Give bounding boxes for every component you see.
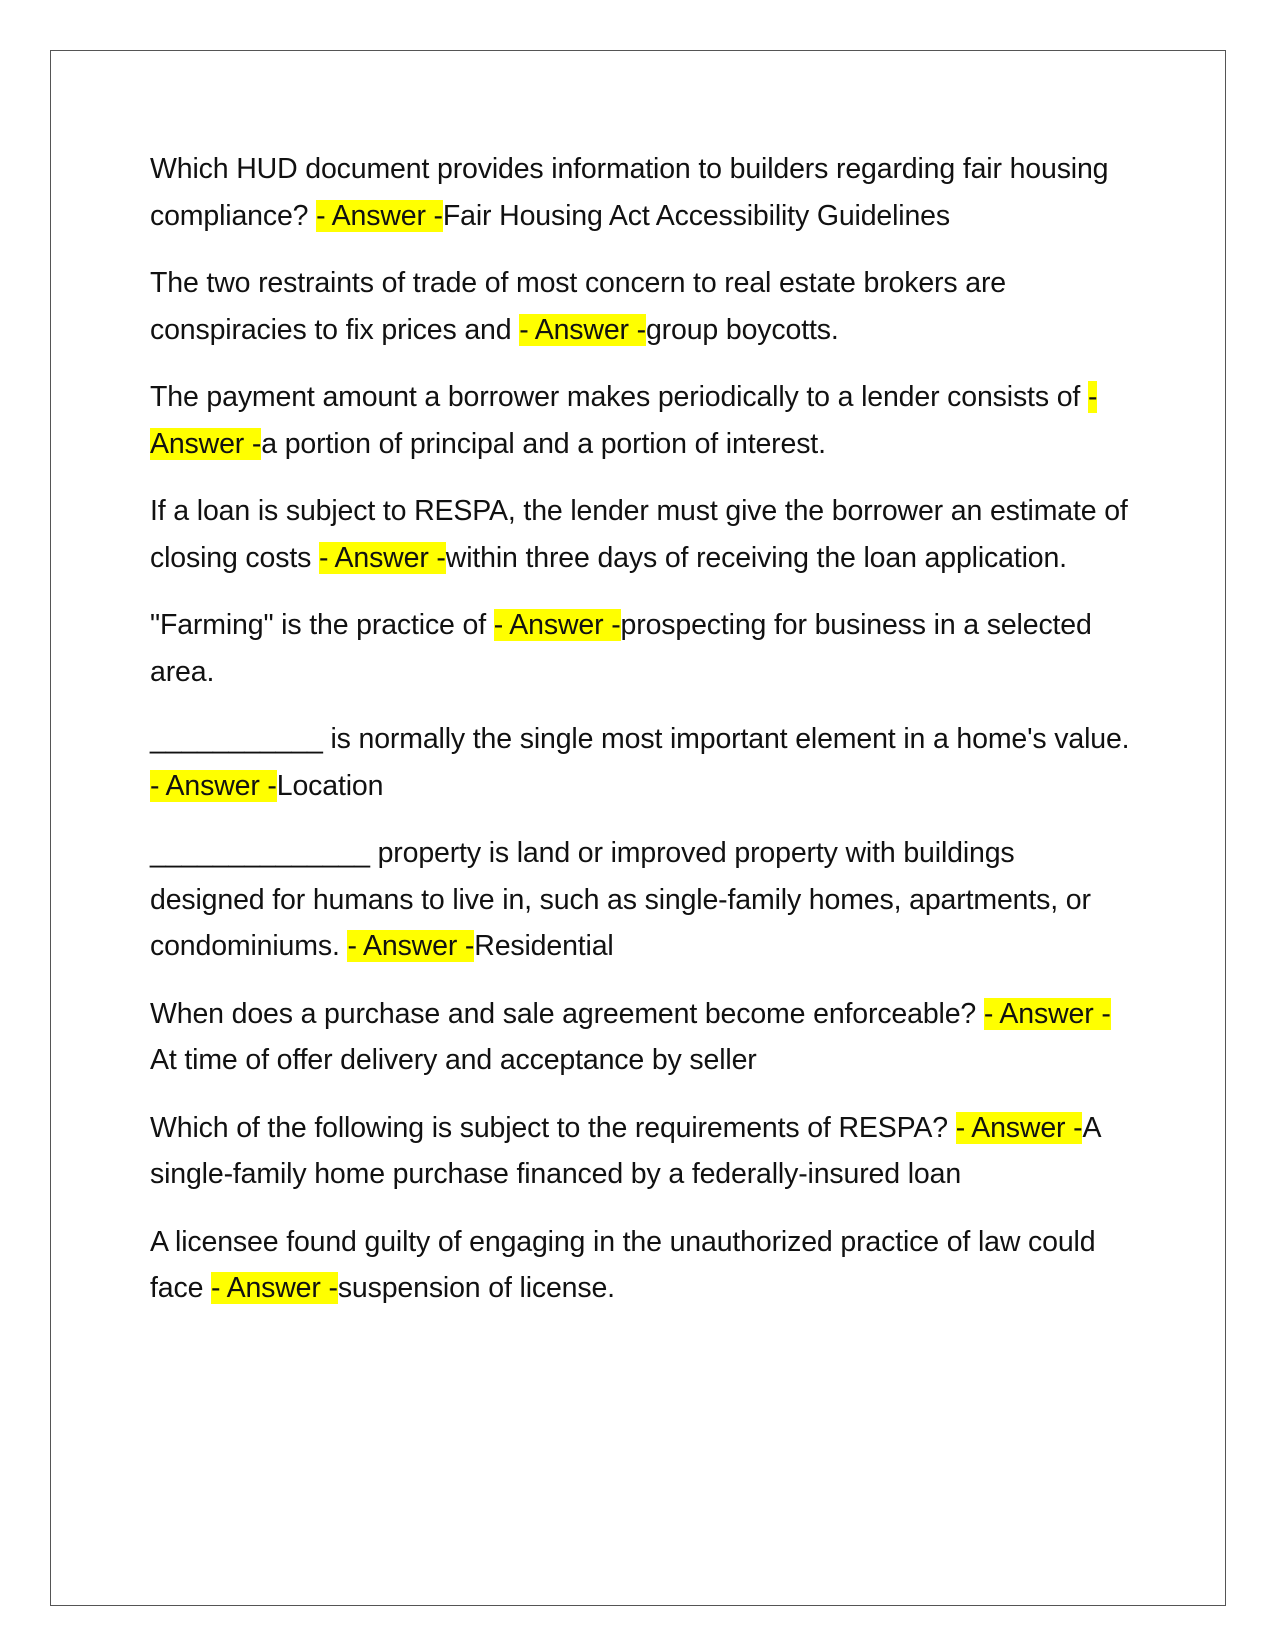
question-text: Which HUD document provides information to builders regarding fair housing compliance? [150, 153, 1109, 232]
answer-marker: - Answer - [983, 997, 1111, 1030]
qa-item-7 [150, 830, 1130, 970]
qa-item-10 [150, 1219, 1130, 1312]
question-text: When does a purchase and sale agreement become enforceable? [150, 997, 984, 1030]
answer-text: Fair Housing Act Accessibility Guidelines [442, 199, 950, 232]
answer-text: within three days of receiving the loan application. [445, 541, 1067, 574]
answer-marker: - Answer - [318, 541, 446, 574]
answer-text: suspension of license. [337, 1272, 615, 1304]
qa-item-8 [150, 991, 1130, 1084]
document-body [150, 146, 1130, 1333]
answer-marker: - Answer - [347, 930, 475, 962]
answer-marker: - Answer - [519, 313, 646, 346]
qa-item-9 [150, 1105, 1130, 1198]
qa-item-4 [150, 488, 1130, 581]
qa-item-6 [150, 716, 1130, 809]
answer-text: group boycotts. [645, 313, 839, 346]
question-text: ___________ is normally the single most important element in a home's value. [150, 723, 1130, 755]
question-text: Which of the following is subject to the requirements of RESPA? [150, 1111, 956, 1144]
answer-marker: - Answer - [493, 609, 621, 641]
answer-text: Residential [474, 930, 614, 962]
question-text: If a loan is subject to RESPA, the lender must give the borrower an estimate of closing costs [150, 495, 1128, 574]
question-text: The two restraints of trade of most concern to real estate brokers are conspiracies to fix prices and [150, 267, 1006, 346]
answer-text: Location [276, 769, 384, 802]
answer-marker: - Answer - [955, 1111, 1083, 1144]
qa-item-2 [150, 260, 1130, 353]
answer-text: At time of offer delivery and acceptance by seller [150, 1044, 757, 1076]
answer-marker: - Answer - [150, 769, 277, 802]
question-text: ______________ property is land or improved property with buildings designed for humans to live in, such as single-family homes, apartments, or condominiums. [150, 837, 1091, 962]
answer-marker: - Answer - [211, 1272, 338, 1304]
question-text: "Farming" is the practice of [150, 609, 494, 641]
question-text: The payment amount a borrower makes periodically to a lender consists of [150, 381, 1088, 413]
answer-text: A single-family home purchase financed by a federally-insured loan [150, 1111, 1100, 1190]
answer-text: a portion of principal and a portion of interest. [261, 427, 826, 460]
answer-marker: - Answer - [316, 199, 443, 232]
answer-marker: - Answer - [150, 381, 1098, 460]
qa-item-1 [150, 146, 1130, 239]
answer-text: prospecting for business in a selected area. [150, 609, 1092, 688]
question-text: A licensee found guilty of engaging in the unauthorized practice of law could face [150, 1225, 1096, 1304]
qa-item-3 [150, 374, 1130, 467]
qa-item-5 [150, 602, 1130, 695]
